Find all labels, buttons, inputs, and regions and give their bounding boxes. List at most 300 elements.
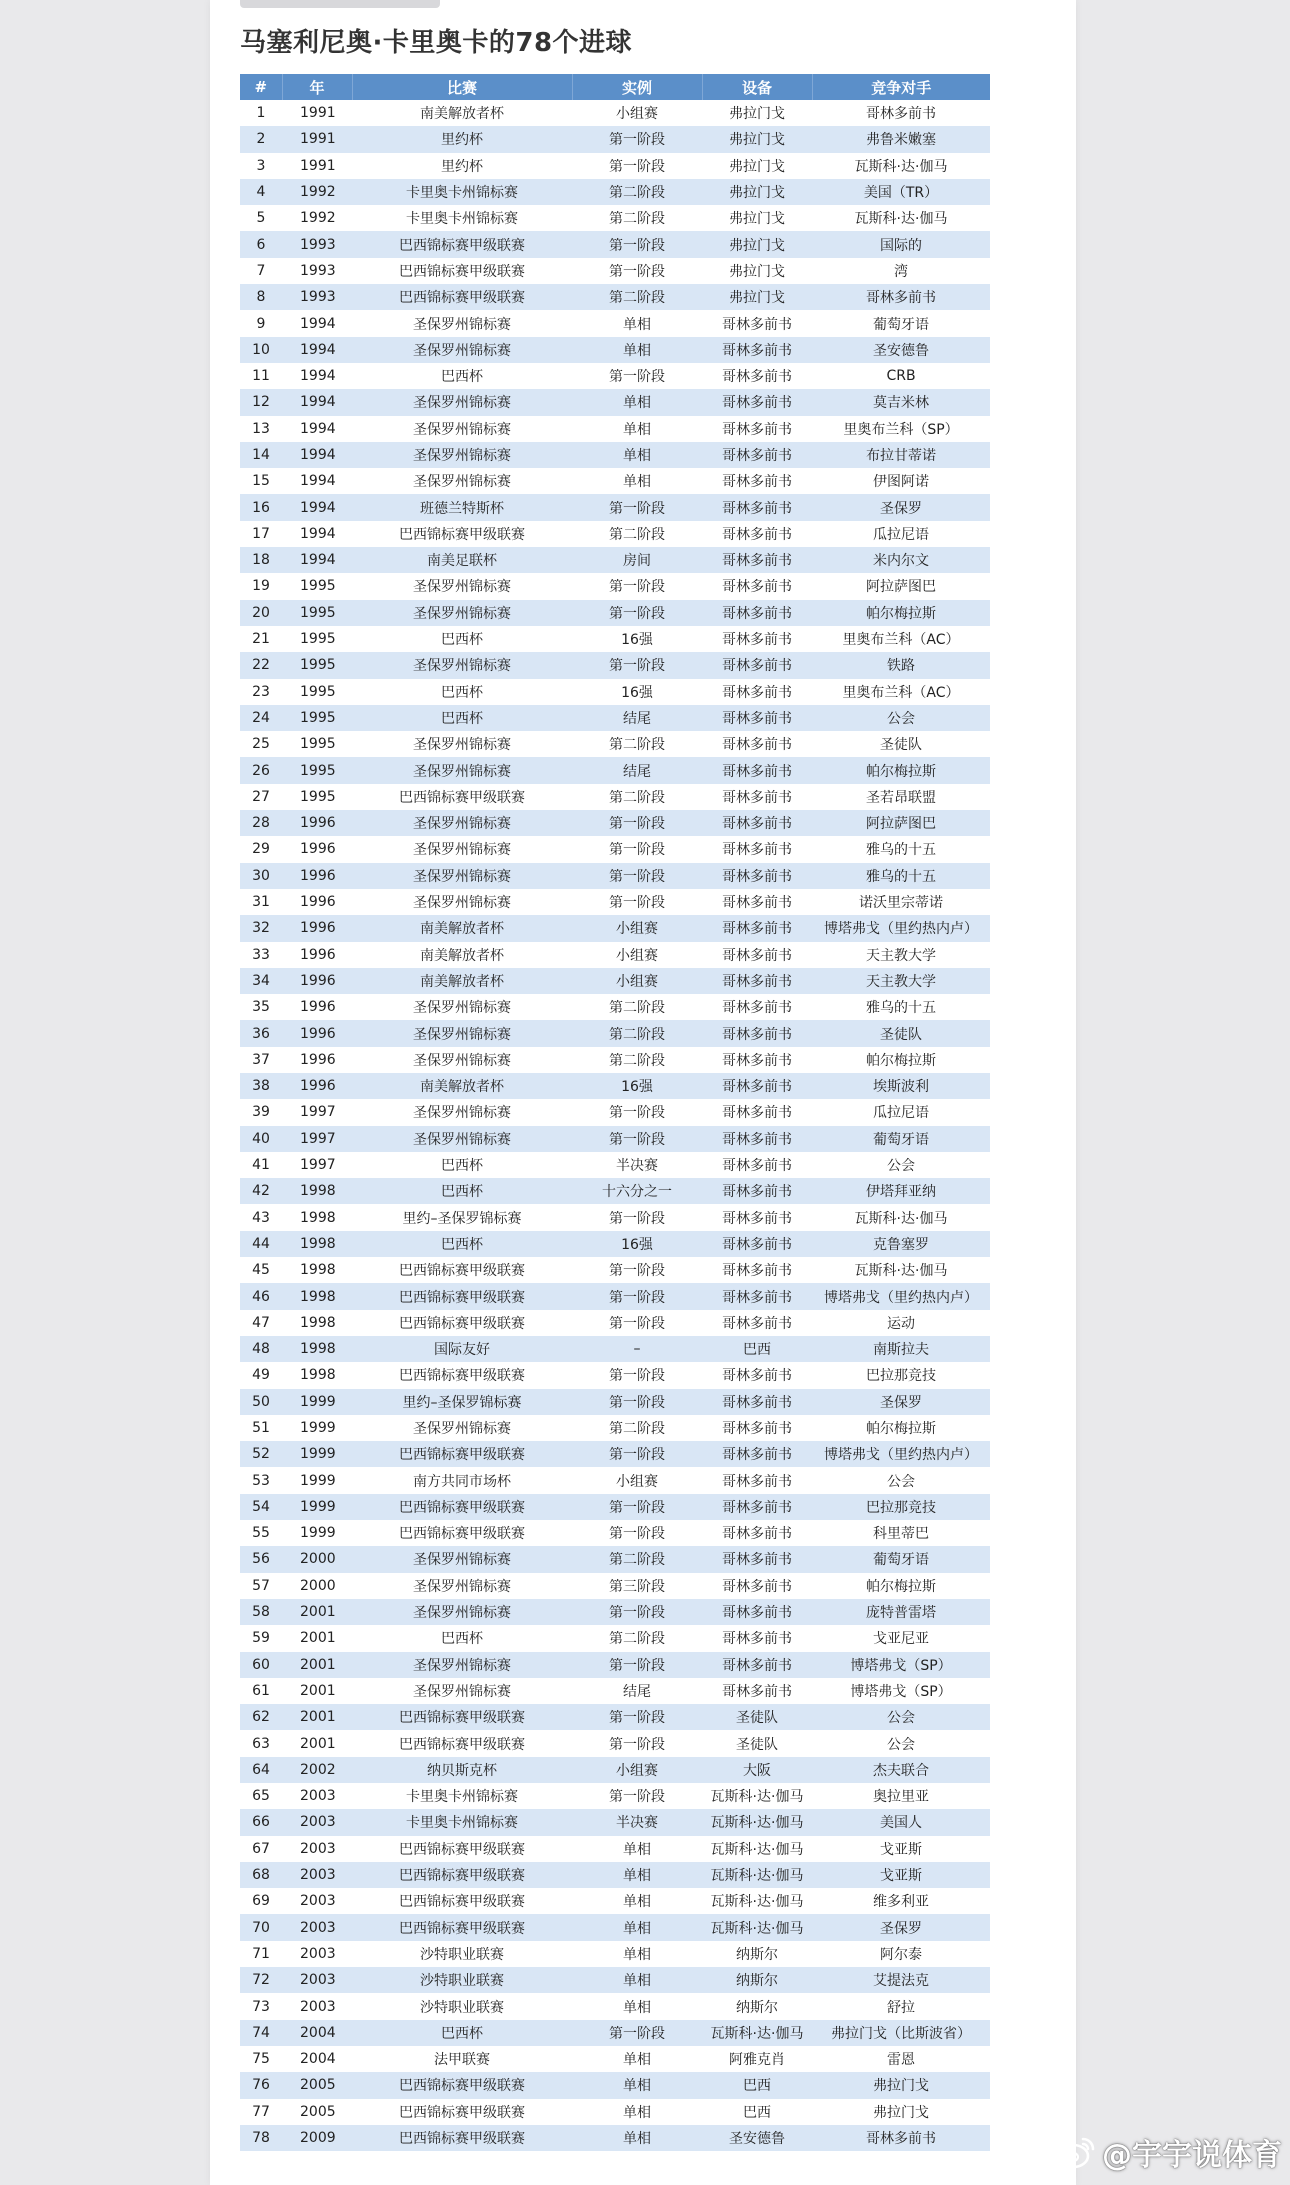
cell-team: 哥林多前书 [702,1415,812,1441]
cell-opponent: 圣保罗 [812,1914,990,1940]
cell-number: 53 [240,1467,282,1493]
cell-competition: 圣保罗州锦标赛 [352,573,572,599]
table-row [240,416,990,442]
cell-team: 哥林多前书 [702,1283,812,1309]
table-row [240,1704,990,1730]
cell-opponent: 圣若昂联盟 [812,784,990,810]
table-row [240,1520,990,1546]
table-row [240,1441,990,1467]
cell-team: 哥林多前书 [702,1546,812,1572]
cell-competition: 巴西锦标赛甲级联赛 [352,1704,572,1730]
cell-competition: 巴西杯 [352,705,572,731]
cell-year: 1996 [282,1020,352,1046]
cell-team: 哥林多前书 [702,679,812,705]
cell-competition: 巴西杯 [352,1231,572,1257]
cell-year: 1996 [282,810,352,836]
cell-team: 哥林多前书 [702,1310,812,1336]
cell-opponent: 雅乌的十五 [812,994,990,1020]
table-row [240,1204,990,1230]
cell-opponent: 舒拉 [812,1993,990,2019]
table-row [240,1126,990,1152]
cell-stage: 单相 [572,1836,702,1862]
cell-competition: 法甲联赛 [352,2046,572,2072]
cell-opponent: 克鲁塞罗 [812,1231,990,1257]
cell-opponent: 哥林多前书 [812,284,990,310]
cell-opponent: 公会 [812,1704,990,1730]
cell-stage: 第二阶段 [572,521,702,547]
cell-number: 60 [240,1652,282,1678]
cell-competition: 南美解放者杯 [352,915,572,941]
cell-number: 57 [240,1573,282,1599]
table-row [240,1178,990,1204]
cell-opponent: 瓦斯科·达·伽马 [812,153,990,179]
cell-team: 哥林多前书 [702,968,812,994]
cell-stage: 第二阶段 [572,1047,702,1073]
cell-opponent: 阿尔泰 [812,1941,990,1967]
cell-stage: 单相 [572,416,702,442]
cell-number: 31 [240,889,282,915]
cell-opponent: 瓜拉尼语 [812,521,990,547]
cell-competition: 圣保罗州锦标赛 [352,1546,572,1572]
cell-opponent: 博塔弗戈（里约热内卢） [812,1283,990,1309]
cell-stage: 半决赛 [572,1152,702,1178]
table-row [240,1099,990,1125]
cell-opponent: 葡萄牙语 [812,310,990,336]
table-row [240,652,990,678]
cell-competition: 巴西锦标赛甲级联赛 [352,521,572,547]
cell-stage: 第二阶段 [572,1625,702,1651]
cell-year: 2001 [282,1625,352,1651]
table-row [240,1914,990,1940]
cell-year: 1993 [282,258,352,284]
cell-number: 72 [240,1967,282,1993]
cell-competition: 圣保罗州锦标赛 [352,810,572,836]
cell-year: 2003 [282,1862,352,1888]
cell-opponent: 圣徒队 [812,731,990,757]
cell-number: 41 [240,1152,282,1178]
cell-year: 2003 [282,1941,352,1967]
cell-opponent: 阿拉萨图巴 [812,573,990,599]
cell-team: 哥林多前书 [702,1625,812,1651]
page-title: 马塞利尼奥·卡里奥卡的78个进球 [240,28,633,58]
cell-opponent: 帕尔梅拉斯 [812,600,990,626]
cell-number: 3 [240,153,282,179]
table-row [240,1362,990,1388]
cell-stage: 单相 [572,2099,702,2125]
cell-stage: 第一阶段 [572,1730,702,1756]
cell-opponent: 弗拉门戈 [812,2072,990,2098]
cell-year: 2005 [282,2072,352,2098]
table-row [240,337,990,363]
cell-competition: 巴西杯 [352,1178,572,1204]
cell-year: 1994 [282,468,352,494]
cell-year: 1996 [282,1047,352,1073]
table-row [240,153,990,179]
header-year: 年 [282,74,352,100]
cell-year: 1991 [282,153,352,179]
cell-number: 13 [240,416,282,442]
cell-year: 2001 [282,1652,352,1678]
cell-number: 27 [240,784,282,810]
cell-number: 7 [240,258,282,284]
cell-number: 23 [240,679,282,705]
cell-stage: 第一阶段 [572,652,702,678]
cell-year: 1991 [282,100,352,126]
cell-competition: 圣保罗州锦标赛 [352,600,572,626]
cell-competition: 巴西锦标赛甲级联赛 [352,1914,572,1940]
cell-team: 阿雅克肖 [702,2046,812,2072]
cell-competition: 巴西杯 [352,363,572,389]
cell-year: 1994 [282,547,352,573]
cell-team: 哥林多前书 [702,1467,812,1493]
cell-stage: 第一阶段 [572,363,702,389]
table-row [240,1310,990,1336]
cell-competition: 卡里奥卡州锦标赛 [352,205,572,231]
table-row [240,1467,990,1493]
cell-number: 39 [240,1099,282,1125]
cell-number: 61 [240,1678,282,1704]
cell-number: 38 [240,1073,282,1099]
watermark [1056,2130,1282,2174]
cell-stage: 第二阶段 [572,205,702,231]
cell-number: 36 [240,1020,282,1046]
cell-stage: 单相 [572,310,702,336]
cell-year: 1999 [282,1467,352,1493]
cell-competition: 圣保罗州锦标赛 [352,389,572,415]
cell-team: 哥林多前书 [702,1362,812,1388]
cell-opponent: 哥林多前书 [812,100,990,126]
cell-opponent: CRB [812,363,990,389]
cell-stage: 第一阶段 [572,1783,702,1809]
cell-opponent: 公会 [812,1730,990,1756]
table-row [240,442,990,468]
cell-number: 52 [240,1441,282,1467]
cell-number: 18 [240,547,282,573]
cell-stage: 小组赛 [572,1467,702,1493]
cell-competition: 里约–圣保罗锦标赛 [352,1204,572,1230]
cell-team: 哥林多前书 [702,1257,812,1283]
cell-stage: 第二阶段 [572,784,702,810]
cell-opponent: 圣保罗 [812,494,990,520]
cell-stage: 第一阶段 [572,1310,702,1336]
cell-opponent: 巴拉那竞技 [812,1494,990,1520]
table-row [240,1020,990,1046]
cell-competition: 巴西锦标赛甲级联赛 [352,258,572,284]
cell-competition: 巴西锦标赛甲级联赛 [352,1888,572,1914]
cell-stage: 十六分之一 [572,1178,702,1204]
table-row [240,1678,990,1704]
cell-team: 纳斯尔 [702,1993,812,2019]
cell-year: 1997 [282,1126,352,1152]
cell-competition: 里约杯 [352,126,572,152]
cell-number: 67 [240,1836,282,1862]
cell-year: 1996 [282,994,352,1020]
cell-number: 58 [240,1599,282,1625]
cell-competition: 圣保罗州锦标赛 [352,1652,572,1678]
cell-year: 1996 [282,1073,352,1099]
cell-competition: 里约杯 [352,153,572,179]
cell-stage: 单相 [572,1888,702,1914]
cell-opponent: 戈亚斯 [812,1862,990,1888]
table-row [240,310,990,336]
cell-year: 1995 [282,600,352,626]
table-row [240,2099,990,2125]
cell-opponent: 雅乌的十五 [812,836,990,862]
header-number: # [240,74,282,100]
cell-number: 24 [240,705,282,731]
cell-team: 纳斯尔 [702,1941,812,1967]
cell-opponent: 里奥布兰科（SP） [812,416,990,442]
cell-team: 哥林多前书 [702,705,812,731]
cell-number: 33 [240,942,282,968]
cell-number: 37 [240,1047,282,1073]
cell-number: 2 [240,126,282,152]
cell-year: 1992 [282,179,352,205]
cell-number: 77 [240,2099,282,2125]
table-row [240,1231,990,1257]
cell-year: 1995 [282,705,352,731]
cell-year: 1997 [282,1099,352,1125]
table-row [240,1993,990,2019]
cell-competition: 圣保罗州锦标赛 [352,757,572,783]
cell-stage: 第一阶段 [572,1494,702,1520]
cell-year: 2003 [282,1993,352,2019]
cell-opponent: 瓦斯科·达·伽马 [812,1204,990,1230]
cell-team: 哥林多前书 [702,1099,812,1125]
cell-opponent: 科里蒂巴 [812,1520,990,1546]
cell-team: 弗拉门戈 [702,258,812,284]
cell-number: 30 [240,863,282,889]
cell-competition: 班德兰特斯杯 [352,494,572,520]
cell-opponent: 美国（TR） [812,179,990,205]
cell-team: 哥林多前书 [702,468,812,494]
table-row [240,1599,990,1625]
cell-year: 1996 [282,836,352,862]
cell-number: 34 [240,968,282,994]
cell-number: 6 [240,231,282,257]
cell-competition: 巴西锦标赛甲级联赛 [352,1441,572,1467]
cell-year: 1997 [282,1152,352,1178]
cell-stage: 小组赛 [572,942,702,968]
cell-team: 哥林多前书 [702,1204,812,1230]
cell-competition: 巴西锦标赛甲级联赛 [352,1862,572,1888]
cell-stage: 第一阶段 [572,1704,702,1730]
cell-number: 71 [240,1941,282,1967]
cell-team: 巴西 [702,2072,812,2098]
cell-team: 瓦斯科·达·伽马 [702,1783,812,1809]
cell-opponent: 葡萄牙语 [812,1126,990,1152]
cell-team: 哥林多前书 [702,310,812,336]
cell-team: 哥林多前书 [702,1441,812,1467]
cell-opponent: 米内尔文 [812,547,990,573]
cell-stage: 第二阶段 [572,731,702,757]
table-row [240,389,990,415]
cell-year: 2000 [282,1573,352,1599]
cell-year: 1993 [282,231,352,257]
cell-team: 哥林多前书 [702,416,812,442]
table-row [240,1573,990,1599]
cell-number: 21 [240,626,282,652]
cell-team: 瓦斯科·达·伽马 [702,1809,812,1835]
cell-competition: 巴西锦标赛甲级联赛 [352,1730,572,1756]
cell-opponent: 奥拉里亚 [812,1783,990,1809]
cell-stage: 第二阶段 [572,1020,702,1046]
cell-stage: 第二阶段 [572,179,702,205]
cell-stage: 16强 [572,1073,702,1099]
cell-team: 弗拉门戈 [702,205,812,231]
cell-stage: 第一阶段 [572,1362,702,1388]
table-row [240,705,990,731]
cell-opponent: 国际的 [812,231,990,257]
table-row [240,1730,990,1756]
cell-opponent: 葡萄牙语 [812,1546,990,1572]
table-row [240,626,990,652]
cell-number: 5 [240,205,282,231]
table-row [240,494,990,520]
cell-competition: 南美解放者杯 [352,100,572,126]
cell-opponent: 瓦斯科·达·伽马 [812,1257,990,1283]
table-row [240,1888,990,1914]
cell-competition: 国际友好 [352,1336,572,1362]
table-header-row [240,74,990,100]
table-row [240,731,990,757]
cell-year: 2004 [282,2020,352,2046]
table-row [240,1073,990,1099]
table-body [240,100,990,2151]
table-row [240,994,990,1020]
cell-team: 哥林多前书 [702,494,812,520]
cell-opponent: 莫吉米林 [812,389,990,415]
cell-stage: – [572,1336,702,1362]
cell-competition: 卡里奥卡州锦标赛 [352,179,572,205]
cell-number: 76 [240,2072,282,2098]
cell-opponent: 诺沃里宗蒂诺 [812,889,990,915]
cell-year: 2001 [282,1678,352,1704]
cell-competition: 巴西锦标赛甲级联赛 [352,1310,572,1336]
cell-year: 1998 [282,1283,352,1309]
cell-competition: 沙特职业联赛 [352,1941,572,1967]
cell-opponent: 庞特普雷塔 [812,1599,990,1625]
table-row [240,1546,990,1572]
cell-number: 64 [240,1757,282,1783]
table-row [240,547,990,573]
cell-team: 哥林多前书 [702,547,812,573]
cell-number: 62 [240,1704,282,1730]
table-row [240,573,990,599]
cell-number: 4 [240,179,282,205]
cell-number: 65 [240,1783,282,1809]
cell-stage: 第二阶段 [572,994,702,1020]
cell-number: 51 [240,1415,282,1441]
cell-number: 68 [240,1862,282,1888]
cell-competition: 圣保罗州锦标赛 [352,1020,572,1046]
cell-stage: 结尾 [572,705,702,731]
table-row [240,1967,990,1993]
cell-opponent: 瓦斯科·达·伽马 [812,205,990,231]
cell-number: 35 [240,994,282,1020]
cell-opponent: 布拉甘蒂诺 [812,442,990,468]
cell-stage: 单相 [572,2072,702,2098]
cell-stage: 单相 [572,2125,702,2151]
cell-number: 1 [240,100,282,126]
table-row [240,363,990,389]
cell-opponent: 瓜拉尼语 [812,1099,990,1125]
cell-number: 66 [240,1809,282,1835]
cell-competition: 圣保罗州锦标赛 [352,1099,572,1125]
cell-stage: 单相 [572,1967,702,1993]
cell-stage: 16强 [572,1231,702,1257]
cell-number: 29 [240,836,282,862]
cell-competition: 纳贝斯克杯 [352,1757,572,1783]
cell-team: 哥林多前书 [702,784,812,810]
cell-team: 弗拉门戈 [702,284,812,310]
cell-number: 32 [240,915,282,941]
cell-opponent: 圣安德鲁 [812,337,990,363]
cell-year: 2001 [282,1599,352,1625]
table-row [240,2072,990,2098]
cell-number: 8 [240,284,282,310]
cell-competition: 圣保罗州锦标赛 [352,731,572,757]
cell-stage: 单相 [572,2046,702,2072]
cell-year: 1995 [282,626,352,652]
table-row [240,1494,990,1520]
cell-number: 45 [240,1257,282,1283]
table-row [240,1283,990,1309]
table-row [240,1152,990,1178]
cell-opponent: 美国人 [812,1809,990,1835]
cell-team: 纳斯尔 [702,1967,812,1993]
cell-number: 44 [240,1231,282,1257]
cell-number: 42 [240,1178,282,1204]
cell-stage: 第一阶段 [572,1599,702,1625]
cell-team: 哥林多前书 [702,1047,812,1073]
cell-competition: 巴西锦标赛甲级联赛 [352,784,572,810]
cell-year: 1998 [282,1257,352,1283]
cell-year: 1995 [282,784,352,810]
cell-stage: 第一阶段 [572,600,702,626]
cell-year: 2003 [282,1809,352,1835]
cell-year: 1994 [282,521,352,547]
cell-stage: 第一阶段 [572,889,702,915]
cell-competition: 圣保罗州锦标赛 [352,1126,572,1152]
cell-stage: 第一阶段 [572,2020,702,2046]
cell-team: 哥林多前书 [702,626,812,652]
cell-stage: 第一阶段 [572,1389,702,1415]
cell-number: 73 [240,1993,282,2019]
table-row [240,284,990,310]
cell-year: 1998 [282,1231,352,1257]
header-stage: 实例 [572,74,702,100]
cell-year: 1999 [282,1389,352,1415]
weibo-icon [1056,2134,1096,2170]
cell-competition: 巴西杯 [352,679,572,705]
cell-number: 14 [240,442,282,468]
cell-number: 16 [240,494,282,520]
cell-year: 2001 [282,1704,352,1730]
header-competition: 比赛 [352,74,572,100]
table-row [240,1809,990,1835]
cell-opponent: 博塔弗戈（里约热内卢） [812,915,990,941]
cell-stage: 第一阶段 [572,1520,702,1546]
cell-team: 巴西 [702,2099,812,2125]
table-row [240,1652,990,1678]
cell-year: 1994 [282,389,352,415]
cell-number: 20 [240,600,282,626]
cell-year: 1995 [282,573,352,599]
cell-team: 哥林多前书 [702,521,812,547]
cell-opponent: 弗拉门戈 [812,2099,990,2125]
cell-year: 2003 [282,1967,352,1993]
